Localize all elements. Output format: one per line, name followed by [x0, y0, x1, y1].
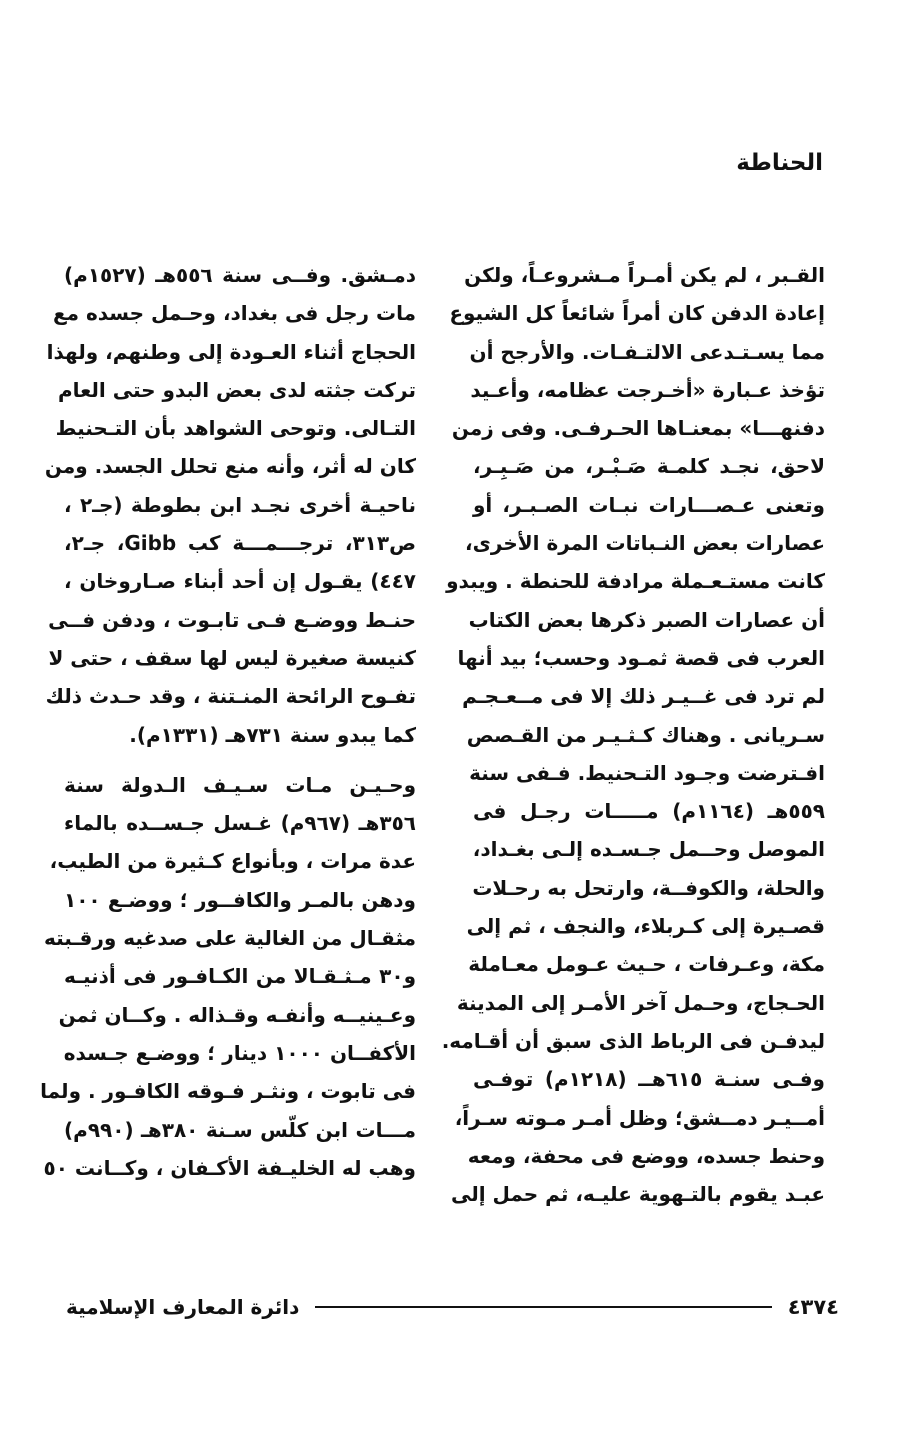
paragraph-gap: [64, 754, 416, 766]
running-head: الحناطة: [736, 150, 823, 176]
paragraph: [441, 256, 825, 1213]
text-line: وعـينيــه وأنفـه وقـذاله . وكــان ثمن: [58, 1002, 416, 1027]
text-line: ودهن بالمـر والكافــور ؛ ووضـع ١٠٠: [64, 887, 416, 912]
text-line: أمــيـر دمــشق؛ وظل أمـر مـوته سـراً،: [454, 1105, 825, 1130]
text-line: عبـد يقوم بالتـهوية عليـه، ثم حمل إلى: [450, 1182, 825, 1207]
text-line: مـــات ابن كلّس سـنة ٣٨٠هـ (٩٩٠م): [64, 1117, 417, 1142]
publication-title: دائرة المعارف الإسلامية: [66, 1295, 300, 1319]
text-column-left: [40, 256, 417, 1187]
text-column-right: [441, 256, 825, 1213]
text-line: كان له أثر، وأنه منع تحلل الجسد. ومن: [44, 454, 416, 479]
footer-rule: [315, 1306, 771, 1308]
text-line: الحجاج أثناء العـودة إلى وطنهم، ولهذا: [46, 339, 416, 364]
text-line: عدة مرات ، وبأنواع كـثيرة من الطيب،: [49, 849, 416, 874]
text-line: لاحق، نجـد كلمـة صَـبْـر، من صَـبِـر،: [473, 454, 825, 479]
text-line: لم ترد فى غــيـر ذلك إلا فى مــعـجـم: [462, 684, 825, 709]
text-line: وهب له الخليـفة الأكـفان ، وكــانت ٥٠: [43, 1155, 416, 1180]
text-line: العرب فى قصة ثمـود وحسب؛ بيد أنها: [457, 645, 825, 670]
text-line: كنيسة صغيرة ليس لها سقف ، حتى لا: [48, 645, 416, 670]
text-line: كانت مستـعـملة مرادفة للحنطة . ويبدو: [446, 569, 825, 594]
text-line: ناحيـة أخرى نجـد ابن بطوطة (جـ٢ ،: [64, 492, 417, 517]
text-line: ص٣١٣، ترجـــمـــة كب Gibb، جـ٢،: [64, 531, 416, 556]
text-line: الأكفــان ١٠٠٠ دينار ؛ ووضـع جـسده: [63, 1040, 416, 1065]
paragraph: [44, 256, 417, 754]
text-line: ٤٤٧) يقـول إن أحد أبناء صـاروخان ،: [64, 569, 416, 594]
text-line: دفنهـــا» بمعنـاها الحـرفـى. وفى زمن: [451, 416, 825, 441]
text-line: وتعنى عـصـــارات نبـات الصـبـر، أو: [473, 492, 825, 517]
text-line: مكة، وعـرفات ، حـيث عـومل معـاملة: [468, 952, 825, 977]
text-line: مثقـال من الغالية على صدغيه ورقـبته: [43, 926, 416, 951]
text-line: ٣٥٦هـ (٩٦٧م) غـسل جـســده بالماء: [64, 811, 416, 836]
text-line: إعادة الدفن كان أمراً شائعاً كل الشيوع: [449, 301, 825, 326]
text-line: دمـشق. وفــى سنة ٥٥٦هـ (١٥٢٧م): [64, 263, 416, 287]
text-line: مما يسـتـدعى الالتـفـات. والأرجح أن: [469, 339, 825, 364]
text-line: افـترضت وجـود التـحنيط. فـفى سنة: [469, 760, 825, 785]
text-line: التـالى. وتوحى الشواهد بأن التـحنيط: [55, 416, 416, 441]
text-line: و٣٠ مـثـقـالا من الكـافـور فى أذنيـه: [64, 964, 416, 989]
text-line: وحنط جسده، ووضع فى محفة، ومعه: [467, 1143, 825, 1168]
text-line: فى تابوت ، ونثـر فـوقه الكافـور . ولما: [40, 1079, 416, 1104]
text-line: والحلة، والكوفــة، وارتحل به رحـلات: [472, 875, 825, 900]
text-line: تركت جثته لدى بعض البدو حتى العام: [57, 377, 416, 402]
text-line: كما يبدو سنة ٧٣١هـ (١٣٣١م).: [129, 722, 416, 747]
text-line: وفـى سنـة ٦١٥هــ (١٢١٨م) توفـى: [473, 1067, 825, 1092]
text-line: مات رجل فى بغداد، وحـمل جسده مع: [52, 301, 416, 326]
text-line: الحـجاج، وحـمل آخر الأمـر إلى المدينة: [456, 990, 825, 1015]
text-line: قصـيرة إلى كـربلاء، والنجف ، ثم إلى: [466, 914, 825, 939]
text-line: وحـيـن مـات سـيـف الـدولة سنة: [64, 772, 416, 797]
text-line: ٥٥٩هـ (١١٦٤م) مـــــات رجـل فى: [473, 799, 825, 824]
text-line: تفـوح الرائحة المنـتنة ، وقد حـدث ذلك: [45, 684, 416, 709]
text-line: ليدفـن فى الرباط الذى سبق أن أقـامه.: [441, 1028, 825, 1053]
page-number: ٤٣٧٤: [787, 1295, 839, 1319]
text-line: سـريانى . وهناك كـثـيـر من القـصص: [466, 722, 825, 747]
page-footer: [66, 1290, 839, 1324]
text-line: تؤخذ عـبارة «أخـرجت عظامه، وأعـيد: [470, 377, 825, 402]
paragraph: [40, 766, 417, 1187]
text-line: حنـط ووضـع فـى تابـوت ، ودفن فــى: [48, 607, 416, 632]
text-line: الموصل وحــمل جـسـده إلـى بغـداد،: [472, 837, 825, 862]
text-line: القـبر ، لم يكن أمـراً مـشروعـاً، ولكن: [464, 263, 825, 287]
text-line: عصارات بعض النـباتات المرة الأخرى،: [465, 531, 825, 556]
text-line: أن عصارات الصبر ذكرها بعض الكتاب: [468, 607, 825, 632]
